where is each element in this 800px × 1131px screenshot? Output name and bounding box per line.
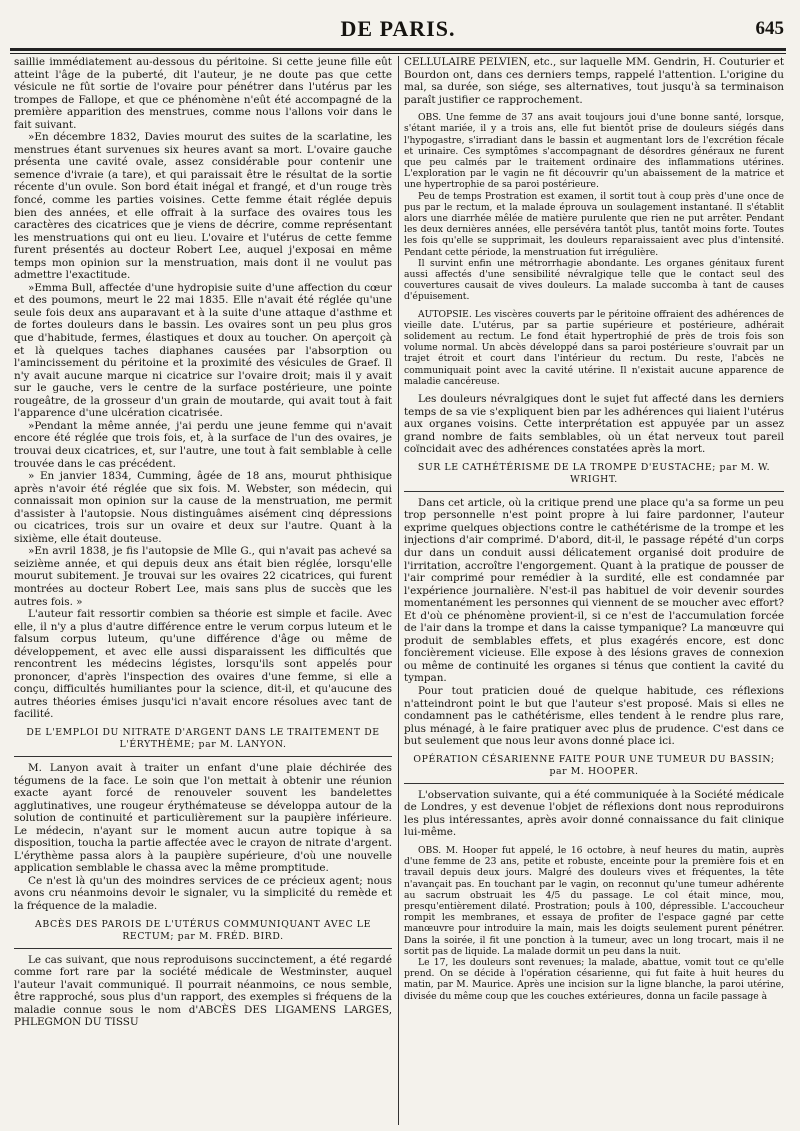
paragraph: CELLULAIRE PELVIEN, etc., sur laquelle MM. Gendrin, H. Couturier et Bourdon ont, dans ces derniers temps, rappelé l'attention. L'origine du mal, sa durée, son siége, ses alternatives, tout jusqu'à sa terminaison paraît justifier ce rapprochement. xyxy=(404,56,784,106)
paragraph: »Pendant la même année, j'ai perdu une jeune femme qui n'avait encore été réglée que trois fois, et, à la surface de l'un des ovaires, je trouvai deux cicatrices, et, sur l'autre, une tout à fait semblable à celle trouvée dans le cas précédent. xyxy=(14,419,392,470)
page-header xyxy=(10,0,786,50)
column-divider xyxy=(398,56,399,1125)
section-rule xyxy=(404,491,784,492)
paragraph: L'observation suivante, qui a été communiquée à la Société médicale de Londres, y est devenue l'objet de réflexions dont nous reproduirons les plus intéressantes, après avoir donné connaissance du fait clinique lui-même. xyxy=(404,788,784,839)
paragraph: Dans cet article, où la critique prend une place qu'a sa forme un peu trop personnelle n'est point propre à lui faire pardonner, l'auteur exprime quelques objections contre le cathétérisme de la trompe et les injections d'air comprimé. D'abord, dit-il, le passage répété d'un corps dur dans un conduit aussi délicatement organisé doit produire de l'irritation, accroître l'engorgement. Quant à la pratique de pousser de l'air comprimé pour remédier à la surdité, elle est condamnée par l'expérience journalière. N'est-il pas habituel de voir devenir sourdes momentanément les personnes qui viennent de se moucher avec effort? Et d'où ce phénomène provient-il, si ce n'est de l'accumulation forcée de l'air dans la trompe et dans la caisse tympanique? La manœuvre qui produit de semblables effets, et plus exagérés encore, est donc foncièrement vicieuse. Elle expose à des lésions graves de connexion ou même de continuité les organes si ténus que contient la cavité du tympan. xyxy=(404,496,784,685)
observation: Le 17, les douleurs sont revenues; la malade, abattue, vomit tout ce qu'elle prend. On se décide à l'opération césarienne, qui fut faite à huit heures du matin, par M. Maurice. Après une incision sur la ligne blanche, la paroi utérine, divisée du même coup que les couches extérieures, donna un facile passage à xyxy=(404,956,784,1002)
section-rule xyxy=(404,783,784,784)
paragraph: Les douleurs névralgiques dont le sujet fut affecté dans les derniers temps de sa vie s'expliquent bien par les adhérences qui liaient l'utérus aux organes voisins. Cette interprétation est appuyée par un assez grand nombre de faits semblables, où un état nerveux tout pareil coïncidait avec des adhérences constatées après la mort. xyxy=(404,393,784,456)
page-number: 645 xyxy=(755,18,784,39)
header-rule xyxy=(10,48,786,54)
paragraph: Pour tout praticien doué de quelque habitude, ces réflexions n'atteindront point le but que l'auteur s'est proposé. Mais si elles ne condamnent pas le cathétérisme, elles tendent à le rendre plus rare, plus ménagé, à le faire pratiquer avec plus de prudence. C'est dans ce but seulement que nous leur avons donné place ici. xyxy=(404,685,784,748)
section-rule xyxy=(14,948,392,949)
observation: OBS. M. Hooper fut appelé, le 16 octobre, à neuf heures du matin, auprès d'une femme de 23 ans, petite et robuste, enceinte pour la première fois et en travail depuis deux jours. Malgré des douleurs vives et fréquentes, la tête n'avançait pas. En touchant par le vagin, on reconnut qu'une tumeur adhérente au sacrum obstruait les 4/5 du passage. Le col était mince, mou, presqu'entièrement dilaté. Prostration; pouls à 100, dépressible. L'accoucheur rompit les membranes, et essaya de profiter de l'espace gagné par cette manœuvre pour introduire la main, mais les doigts seulement purent pénétrer. Dans la soirée, il fit une ponction à la tumeur, avec un long trocart, mais il ne sortit pas de liquide. La malade dormit un peu dans la nuit. xyxy=(404,844,784,957)
right-column xyxy=(404,56,784,1123)
section-rule xyxy=(14,756,392,757)
paragraph: saillie immédiatement au-dessous du péritoine. Si cette jeune fille eût atteint l'âge de la puberté, dit l'auteur, je ne doute pas que cette vésicule ne fût sortie de l'ovaire pour pénétrer dans l'utérus par les trompes de Fallope, et que ce phénomène n'eût été accompagné de la première apparition des menstrues, comme nous l'allons voir dans le fait suivant. xyxy=(14,56,392,131)
section-title: DE L'EMPLOI DU NITRATE D'ARGENT DANS LE TRAITEMENT DE L'ÉRYTHÈME; par M. LANYON. xyxy=(26,726,380,750)
observation: OBS. Une femme de 37 ans avait toujours joui d'une bonne santé, lorsque, s'étant mariée, il y a trois ans, elle fut bientôt prise de douleurs siégés dans l'hypogastre, s'irradiant dans le bassin et augmentant lors de l'excrétion fécale et urinaire. Ces symptômes s'accompagnant de désordres généraux ne furent que peu calmés par le traitement ordinaire des inflammations utérines. L'exploration par le vagin ne fit découvrir qu'un abaissement de la matrice et une hypertrophie de sa paroi postérieure. xyxy=(404,112,784,191)
section-title: ABCÈS DES PAROIS DE L'UTÉRUS COMMUNIQUANT AVEC LE RECTUM; par M. FRÉD. BIRD. xyxy=(35,918,371,942)
paragraph: Ce n'est là qu'un des moindres services de ce précieux agent; nous avons cru néanmoins devoir le signaler, vu la simplicité du remède et la fréquence de la maladie. xyxy=(14,874,392,912)
paragraph: L'auteur fait ressortir combien sa théorie est simple et facile. Avec elle, il n'y a plus d'autre différence entre le verum corpus luteum et le falsum corpus luteum, qu'une différence d'âge ou même de développement, et avec elle aussi disparaissent les difficultés que rencontrent les médecins légistes, lorsqu'ils sont appelés pour prononcer, d'après l'inspection des ovaires d'une femme, si elle a conçu, difficultés humiliantes pour la science, dit-il, et qu'aucune des autres théories émises jusqu'ici n'avait encore résolues avec tant de facilité. xyxy=(14,608,392,721)
autopsy-note: AUTOPSIE. Les viscères couverts par le péritoine offraient des adhérences de vieille date. L'utérus, par sa partie supérieure et postérieure, adhérait solidement au rectum. Le fond était hypertrophié de près de trois fois son volume normal. Un abcès développé dans sa paroi postérieure s'ouvrait par un trajet étroit et court dans l'intérieur du rectum. Du reste, l'abcès ne communiquait point avec la cavité utérine. Il n'existait aucune apparence de maladie cancéreuse. xyxy=(404,308,784,387)
section-title: SUR LE CATHÉTÉRISME DE LA TROMPE D'EUSTACHE; par M. W. WRIGHT. xyxy=(417,461,771,485)
paragraph: Le cas suivant, que nous reproduisons succinctement, a été regardé comme fort rare par la société médicale de Westminster, auquel l'auteur l'avait communiqué. Il pourrait néanmoins, ce nous semble, être rapproché, sous plus d'un rapport, des exemples si fréquens de la maladie connue sous le nom d'ABCÈS DES LIGAMENS LARGES, PHLEGMON DU TISSU xyxy=(14,953,392,1029)
observation: Peu de temps Prostration est examen, il sortit tout à coup près d'une once de pus par le rectum, et la malade éprouva un soulagement instantané. Il s'établit alors une diarrhée mêlée de matière purulente que rien ne put arrêter. Pendant les deux dernières années, elle persévéra tantôt plus, tantôt moins forte. Toutes les fois qu'elle se supprimait, les douleurs reparaissaient avec plus d'intensité. Pendant cette période, la menstruation fut irrégulière. xyxy=(404,190,784,258)
left-column xyxy=(14,56,392,1123)
observation: Il survint enfin une métrorrhagie abondante. Les organes génitaux furent aussi affectés d'une sensibilité névralgique telle que le contact seul des couvertures causait de vives douleurs. La malade succomba à tant de causes d'épuisement. xyxy=(404,257,784,303)
paragraph: M. Lanyon avait à traiter un enfant d'une plaie déchirée des tégumens de la face. Le soin que l'on mettait à obtenir une réunion exacte ayant forcé de renouveler souvent les bandelettes agglutinatives, une rougeur érythémateuse se développa autour de la solution de continuité et particulièrement sur la paupière inférieure. Le médecin, n'ayant sur le moment aucun autre topique à sa disposition, toucha la partie affectée avec le crayon de nitrate d'argent. L'érythème passa alors à la paupière supérieure, d'où une nouvelle application semblable le chassa avec la même promptitude. xyxy=(14,761,392,875)
running-title: DE PARIS. xyxy=(340,16,456,41)
paragraph: »En décembre 1832, Davies mourut des suites de la scarlatine, les menstrues étant survenues six heures avant sa mort. L'ovaire gauche présenta une cavité ovale, assez considérable pour contenir une semence d'ivraie (a tare), et qui paraissait être le résultat de la sortie récente d'un ovule. Son bord était inégal et frangé, et d'un rouge très foncé, comme les parties voisines. Cette femme était réglée depuis bien des années, et elle offrait à la surface des ovaires tous les caractères des cicatrices que je viens de décrire, comme représentant les menstruations qui ont eu lieu. L'ovaire et l'utérus de cette femme furent présentés au docteur Robert Lee, auquel j'exposai en même temps mon opinion sur la menstruation, mais dont il ne voulut pas admettre l'exactitude. xyxy=(14,131,392,282)
paragraph: »Emma Bull, affectée d'une hydropisie suite d'une affection du cœur et des poumons, meurt le 22 mai 1835. Elle n'avait été réglée qu'une seule fois deux ans auparavant et à la suite d'une attaque d'asthme et de fortes douleurs dans le bassin. Les ovaires sont un peu plus gros que d'habitude, fermes, élastiques et doux au toucher. On aperçoit çà et là quelques taches diaphanes causées par l'absorption ou l'amincissement du péritoine et la proximité des vésicules de Graef. Il n'y avait aucune marque ni cicatrice sur l'ovaire droit; mais il y avait sur le gauche, vers le centre de la surface postérieure, une pointe rougeâtre, de la grosseur d'un grain de moutarde, qui avait tout à fait l'apparence d'une ulcération cicatrisée. xyxy=(14,281,392,420)
paragraph: » En janvier 1834, Cumming, âgée de 18 ans, mourut phthisique après n'avoir été réglée que six fois. M. Webster, son médecin, qui connaissait mon opinion sur la cause de la menstruation, me permit d'assister à l'autopsie. Nous distinguâmes aisément cinq dépressions ou cicatrices, trois sur un ovaire et deux sur l'autre. Quant à la sixième, elle était douteuse. xyxy=(14,470,392,545)
section-title: OPÉRATION CÉSARIENNE FAITE POUR UNE TUMEUR DU BASSIN; par M. HOOPER. xyxy=(413,753,775,777)
paragraph: »En avril 1838, je fis l'autopsie de Mlle G., qui n'avait pas achevé sa seizième année, et qui depuis deux ans était bien réglée, lorsqu'elle mourut subitement. Je trouvai sur les ovaires 22 cicatrices, qui furent montrées au docteur Robert Lee, mais sans plus de succès que les autres fois. » xyxy=(14,545,392,608)
